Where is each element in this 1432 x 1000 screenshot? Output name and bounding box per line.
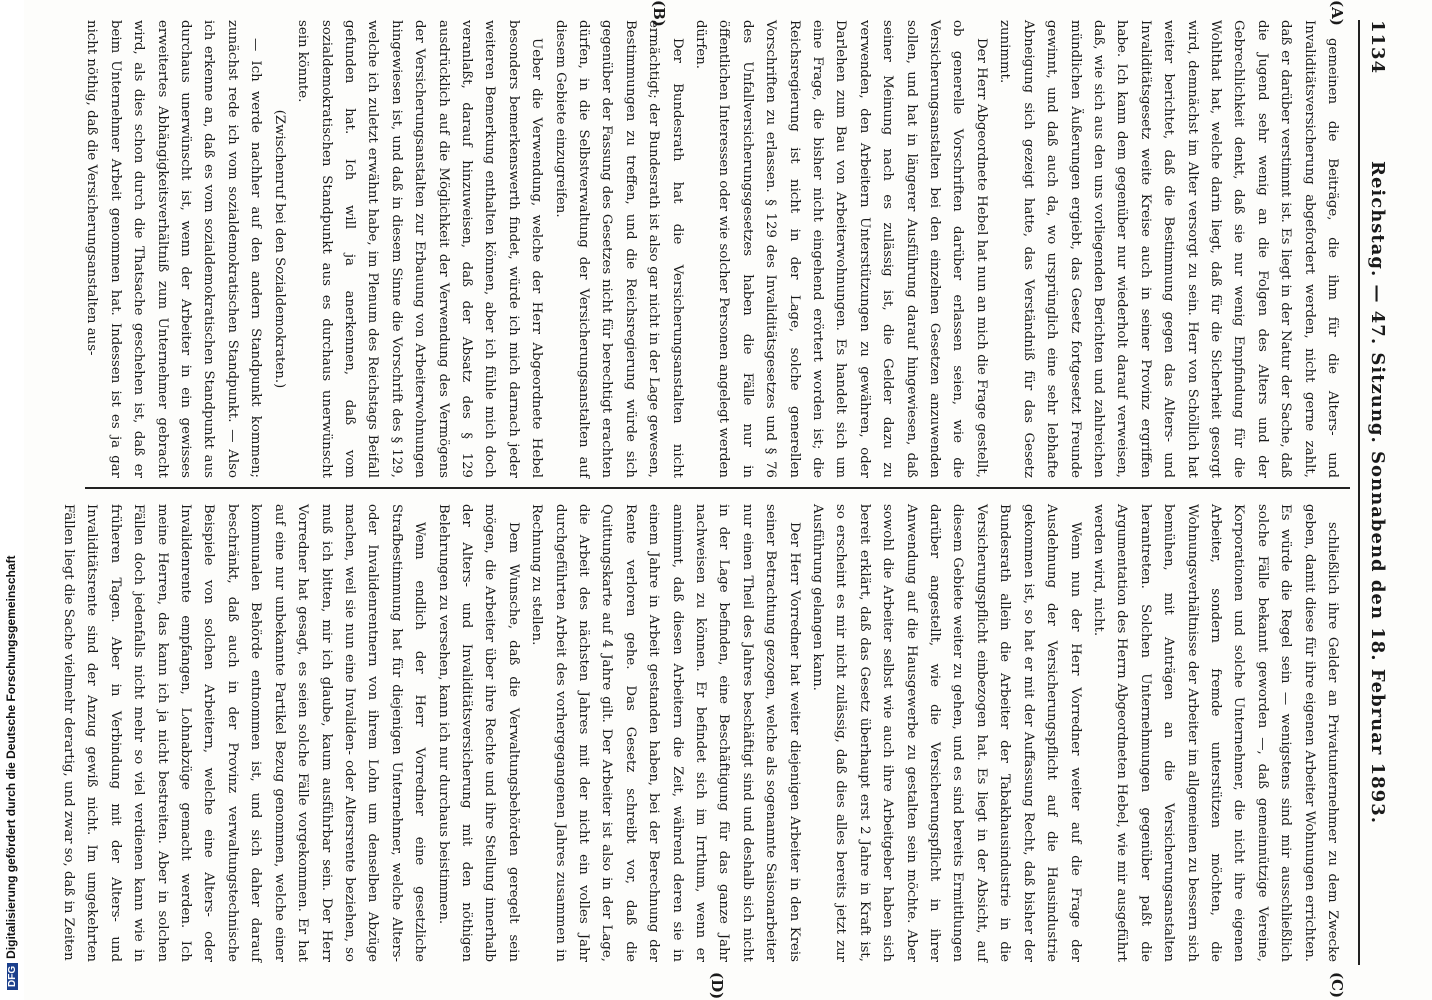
page-number: 1134 [1367,20,1388,75]
digitization-credit-strip [0,0,24,1000]
paragraph: Der Herr Abgeordnete Hebel hat nun an mich die Frage gestellt, ob generelle Vorschriften darüber erlassen seien, wie die Versicherungsanstalten bei den einzelnen Gesetzen anzuwenden sollen, und hat in längerer Ausführung darauf hingewiesen, daß seiner Meinung nach es zulässig ist, die Gelder dazu zu verwenden, den Arbeitern Unterstützungen zu gewähren, oder Darlehen zum Bau von Arbeiterwohnungen. Es handelt sich um eine Frage, die bisher nicht eingehend erörtert worden ist; die Reichsregierung ist nicht in der Lage, solche generellen Vorschriften zu erlassen. § 129 des Invaliditätsgesetzes und § 76 des Unfallversicherungsgesetzes haben die Fälle nur in öffentlichen Interessen oder wie solcher Personen angelegt werden dürfen. [693,20,989,478]
paragraph: schließlich ihre Gelder an Privatunternehmer zu dem Zwecke geben, damit diese für ihre eigenen Arbeiter Wohnungen errichten. Es würde die Regel sein — wenigstens sind mir ausschließlich solche Fälle bekannt geworden —, daß gemeinnützige Vereine, Korporationen und solche Unternehmer, die nicht ihre eigenen Arbeiter, sondern fremde unterstützen möchten, die Wohnungsverhältnisse der Arbeiter im allgemeinen zu bessern sich bemühen, mit Anträgen an die Versicherungsanstalten herantreten. Solchen Unternehmungen gegenüber paßt die Argumentation des Herrn Abgeordneten Hebel, wie mir ausgeführt werden wird, nicht. [1090,504,1340,962]
paragraph: gemeinen die Beiträge, die ihm für die Alters- und Invaliditätsversicherung abgefordert werden, nicht gerne zahlt, daß er darüber verstimmt ist. Es liegt in der Natur der Sache, daß die Jugend sehr wenig an die Folgen des Alters und der Gebrechlichkeit denkt, daß sie nur wenig Empfindung für die Wohlthat hat, welche darin liegt, daß für die Sicherheit gesorgt wird, demnächst im Alter versorgt zu sein. Herr von Schöllich hat weiter berichtet, daß die Bestimmung gegen das Alters- und Invaliditätsgesetz weite Kreise auch in seiner Provinz ergriffen habe. Ich kann dem gegenüber nur wiederholt darauf verweisen, daß, wie sich aus den uns vorliegenden Berichten und zahlreichen mündlichen Äußerungen ergiebt, das Gesetz fortgesetzt Freunde gewinnt, und daß auch da, wo ursprünglich eine sehr lebhafte Abneigung sich gezeigt hatte, das Verständniß für das Gesetz zunimmt. [997,20,1340,478]
left-column [80,20,1344,478]
dfg-logo: DFG [7,963,18,990]
paragraph: Dem Wunsche, daß die Verwaltungsbehörden geregelt sein mögen, die Arbeiter über ihre Rechte und ihre Stellung innerhalb der Alters- und Invaliditätsversicherung mit den nöthigen Belehrungen zu versehen, kann ich nur durchaus beistimmen. [435,504,521,962]
page-header [1364,20,1394,965]
paragraph: Wenn nun der Herr Vorredner weiter auf die Frage der Ausdehnung der Versicherungspflicht auf die Hausindustrie gekommen ist, so hat er mit der Auffassung Recht, daß bisher der Bundesrath allein die Arbeiter der Tabakhausindustrie in die Versicherungspflicht einbezogen hat. Es liegt in der Absicht, auf diesem Gebiete weiter zu gehen, und es sind bereits Ermittlungen darüber angestellt, wie die Versicherungspflicht in ihrer Anwendung auf die Hausgewerbe zu gestalten sein möchte. Aber sowohl die Arbeiter selbst wie auch ihre Arbeitgeber haben sich bereit erklärt, daß das Gesetz überhaupt erst 2 Jahre in Kraft ist, so erscheint es mir nicht zulässig, daß dies alles bereits jetzt zur Ausführung gelangen kann. [810,504,1083,962]
column-divider [85,487,1350,489]
paragraph: Der Bundesrath hat die Versicherungsanstalten nicht ermächtigt; der Bundesrath ist also gar nicht in der Lage gewesen, Bestimmungen zu treffen, und die Reichsregierung würde sich gegenüber der Fassung des Gesetzes nicht für berechtigt erachten dürfen, in die Selbstverwaltung der Versicherungsanstalten auf diesem Gebiete einzugreifen. [552,20,685,478]
paragraph: Der Herr Vorredner hat weiter diejenigen Arbeiter in den Kreis seiner Betrachtung gezogen, welche als sogenannte Saisonarbeiter nur einen Theil des Jahres beschäftigt sind und deshalb sich nicht in der Lage befinden, eine Beschäftigung für das ganze Jahr nachweisen zu können. Er befindet sich im Irrthum, wenn er annimmt, daß diesen Arbeitern die Zeit, während deren sie in einem Jahre in Arbeit gestanden haben, bei der Berechnung der Rente verloren gehe. Das Gesetz schreibt vor, daß die Quittungskarte auf 4 Jahre gilt. Der Arbeiter ist also in der Lage, die Arbeit des nächsten Jahres mit der nicht ein volles Jahr durchgeführten Arbeit des vorhergegangenen Jahres zusammen in Rechnung zu stellen. [529,504,802,962]
margin-marker-d: (D) [708,972,726,1000]
interjection: (Zwischenruf bei den Sozialdemokraten.) [271,109,287,389]
paragraph: Ueber die Verwendung, welche der Herr Abgeordnete Hebel besonders bemerkenswerth findet, würde ich mich darnach jeder weiteren Bemerkung enthalten können, aber ich fühle mich doch veranlaßt, darauf hinzuweisen, daß der Absatz des § 129 ausdrücklich auf die Möglichkeit der Verwendung des Vermögens der Versicherungsanstalten zur Erbauung von Arbeiterwohnungen hingewiesen ist, und daß in diesem Sinne die Vorschrift des § 129, welche ich zuletzt erwähnt habe, im Plenum des Reichstags Beifall gefunden hat. Ich will ja anerkennen, daß vom sozialdemokratischen Standpunkt aus es durchaus unerwünscht sein könnte. [295,20,545,478]
margin-marker-b: (B) [650,0,668,27]
paragraph: — Ich werde nachher auf den andern Standpunkt kommen; zunächst rede ich vom sozialdemokratischen Standpunkt. — Also ich erkenne an, daß es vom sozialdemokratischen Standpunkt aus durchaus unerwünscht ist, wenn der Arbeiter in ein gewisses erweitertes Abhängigkeitsverhältniß zum Unternehmer gebracht wird, als dies schon durch die Thatsache geschehen ist, daß er beim Unternehmer Arbeit genommen hat. Indessen ist es ja gar nicht nöthig, daß die Versicherungsanstalten aus- [84,20,264,478]
margin-marker-a: (A) [1328,0,1346,26]
paragraph: Wenn endlich der Herr Vorredner eine gesetzliche Strafbestimmung hat für diejenigen Unternehmer, welche Alters- oder Invalidenrentnern von ihrem Lohn um denselben Abzüge machen, weil sie nun eine Invaliden- oder Altersrente beziehen, so muß ich bitten, mir ich glaube, kaum ausführbar sein. Der Herr Vorredner hat gesagt, es seien solche Fälle vorgekommen. Er hat auf eine nur unbekannte Partikel Bezug genommen, welche einer kommunalen Behörde entnommen ist, und sich daher darauf beschränkt, daß auch in der Provinz verwaltungstechnische Beispiele von solchen Arbeitern, welche eine Alters- oder Invalidenrente empfangen, Lohnabzüge gemacht werden. Ich meine Herren, das kann ich ja nicht bestreiten. Aber in solchen Fällen doch jedenfalls nicht mehr so viel verdienen kann wie in früheren Tagen. Aber in Verbindung mit der Alters- und Invaliditätsrente sind der Anzug gewiß nicht. Im umgekehrten Fällen liegt die Sache vielmehr derartig, und zwar so, daß in Zeiten [61,504,428,962]
credit-text: Digitalisierung gefördert durch die Deutsche Forschungsgemeinschaft [4,555,18,959]
running-title: Reichstag. — 47. Sitzung. Sonnabend den 18. Februar 1893. [1367,160,1388,824]
right-column [57,504,1344,962]
credit-line [4,555,20,990]
margin-marker-c: (C) [1328,972,1346,999]
header-rule [1358,20,1360,965]
